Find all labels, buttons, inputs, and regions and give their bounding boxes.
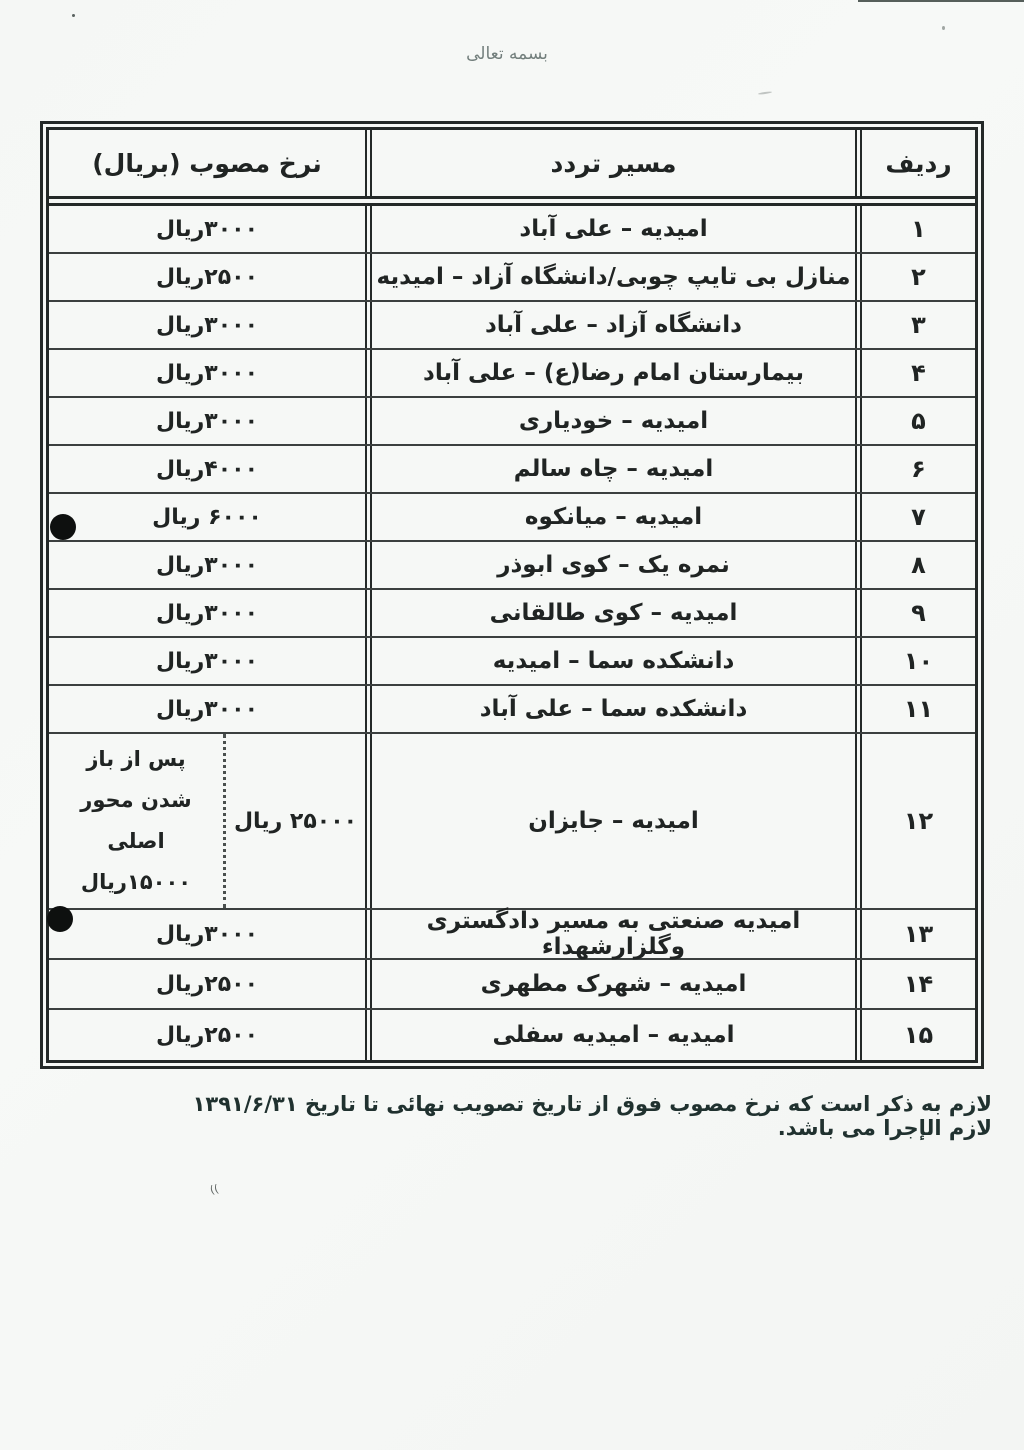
table-row — [49, 638, 975, 686]
price-cell: ۳۰۰۰ریال — [156, 408, 258, 434]
route-cell: امیدیه – میانکوه — [365, 494, 855, 540]
price-cell: ۲۵۰۰ریال — [156, 1022, 258, 1048]
fare-table — [40, 121, 984, 1069]
scan-speck — [72, 14, 75, 17]
table-row — [49, 302, 975, 350]
table-row — [49, 960, 975, 1010]
row-number-cell: ۹ — [855, 590, 975, 636]
price-cell: ۳۰۰۰ریال — [156, 216, 258, 242]
route-cell: دانشگاه آزاد – علی آباد — [365, 302, 855, 348]
row-number-cell: ۱۲ — [855, 734, 975, 908]
route-cell: امیدیه – چاه سالم — [365, 446, 855, 492]
price-main-value: ۲۵۰۰۰ ریال — [223, 734, 365, 908]
table-row — [49, 590, 975, 638]
price-condition-note — [49, 734, 223, 908]
scan-speck — [942, 26, 945, 30]
row-number-cell: ۴ — [855, 350, 975, 396]
row-number-cell: ۲ — [855, 254, 975, 300]
table-row — [49, 494, 975, 542]
route-cell: امیدیه – شهرک مطهری — [365, 960, 855, 1008]
price-cell: ۳۰۰۰ریال — [156, 921, 258, 947]
route-cell: منازل بی تایپ چوبی/دانشگاه آزاد – امیدیه — [365, 254, 855, 300]
row-number-cell: ۷ — [855, 494, 975, 540]
price-cell: ۳۰۰۰ریال — [156, 696, 258, 722]
price-cell: ۳۰۰۰ریال — [156, 600, 258, 626]
table-header-row — [49, 130, 975, 206]
table-row — [49, 446, 975, 494]
stray-mark: (( — [208, 1182, 221, 1197]
price-cell: ۳۰۰۰ریال — [156, 552, 258, 578]
price-cell: ۲۵۰۰ریال — [156, 971, 258, 997]
route-cell: امیدیه – علی آباد — [365, 206, 855, 252]
price-cell: ۶۰۰۰ ریال — [152, 504, 262, 530]
bismillah-text: بسمه تعالی — [466, 44, 548, 64]
price-cell: ۴۰۰۰ریال — [156, 456, 258, 482]
row-number-cell: ۱ — [855, 206, 975, 252]
table-row — [49, 254, 975, 302]
header-row-number: ردیف — [855, 130, 975, 196]
route-cell: امیدیه – جایزان — [365, 734, 855, 908]
row-number-cell: ۱۴ — [855, 960, 975, 1008]
table-row — [49, 1010, 975, 1060]
price-cell: ۲۵۰۰ریال — [156, 264, 258, 290]
price-note-line: ۱۵۰۰۰ریال — [80, 870, 192, 894]
row-number-cell: ۶ — [855, 446, 975, 492]
row-number-cell: ۵ — [855, 398, 975, 444]
row-number-cell: ۳ — [855, 302, 975, 348]
table-row — [49, 686, 975, 734]
price-cell: ۳۰۰۰ریال — [156, 312, 258, 338]
price-cell: ۳۰۰۰ریال — [156, 648, 258, 674]
route-cell: بیمارستان امام رضا(ع) – علی آباد — [365, 350, 855, 396]
price-note-line: اصلی — [107, 829, 165, 853]
hole-punch-mark — [50, 514, 76, 540]
row-number-cell: ۸ — [855, 542, 975, 588]
price-note-line: شدن محور — [80, 788, 192, 812]
header-price: نرخ مصوب (بریال) — [92, 148, 322, 178]
route-cell: نمره یک – کوی ابوذر — [365, 542, 855, 588]
hole-punch-mark — [47, 906, 73, 932]
route-cell: امیدیه – کوی طالقانی — [365, 590, 855, 636]
route-cell: دانشکده سما – علی آباد — [365, 686, 855, 732]
table-row — [49, 206, 975, 254]
route-cell: دانشکده سما – امیدیه — [365, 638, 855, 684]
scan-edge-artifact — [858, 0, 1024, 2]
table-row — [49, 910, 975, 960]
price-cell — [49, 734, 365, 908]
row-number-cell: ۱۳ — [855, 910, 975, 958]
row-number-cell: ۱۱ — [855, 686, 975, 732]
header-route: مسیر تردد — [365, 130, 855, 196]
footer-note: لازم به ذکر است که نرخ مصوب فوق از تاریخ تصویب نهائی تا تاریخ ۱۳۹۱/۶/۳۱ لازم الإجرا می باشد. — [192, 1092, 992, 1140]
table-row — [49, 734, 975, 910]
table-row — [49, 542, 975, 590]
table-row — [49, 398, 975, 446]
table-row — [49, 350, 975, 398]
row-number-cell: ۱۵ — [855, 1010, 975, 1060]
scan-speck — [758, 91, 772, 95]
route-cell: امیدیه – امیدیه سفلی — [365, 1010, 855, 1060]
price-note-line: پس از باز — [86, 747, 186, 771]
price-cell: ۳۰۰۰ریال — [156, 360, 258, 386]
route-cell: امیدیه صنعتی به مسیر دادگستری وگلزارشهداء — [365, 910, 855, 958]
row-number-cell: ۱۰ — [855, 638, 975, 684]
route-cell: امیدیه – خودیاری — [365, 398, 855, 444]
